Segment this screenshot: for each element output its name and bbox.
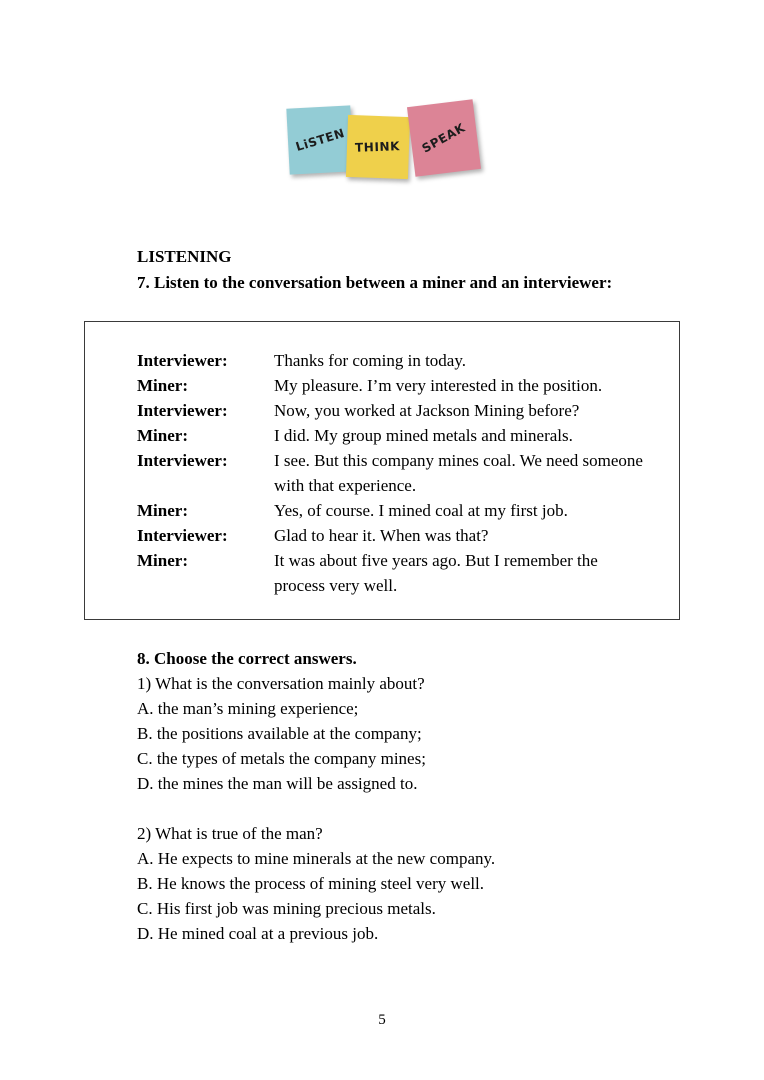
dialogue-text: Yes, of course. I mined coal at my first job.: [274, 501, 568, 520]
answer-option: A. He expects to mine minerals at the new company.: [137, 849, 496, 868]
task8-heading: 8. Choose the correct answers.: [137, 649, 357, 668]
dialogue-speaker: Miner:: [137, 551, 188, 570]
dialogue-line: [137, 398, 679, 423]
listening-section: [137, 244, 697, 296]
dialogue-box: [84, 321, 680, 620]
question-spacer: [137, 796, 697, 821]
answer-option: C. the types of metals the company mines;: [137, 749, 426, 768]
answer-option: D. He mined coal at a previous job.: [137, 924, 379, 943]
dialogue-text: I see. But this company mines coal. We need someone with that experience.: [274, 451, 643, 495]
dialogue-speaker: Miner:: [137, 426, 188, 445]
dialogue-speaker: Interviewer:: [137, 451, 228, 470]
page-number: 5: [378, 1012, 386, 1028]
sticky-note-listen-label: LiSTEN: [293, 125, 347, 155]
question-prompt: 2) What is true of the man?: [137, 824, 323, 843]
task7-instruction: 7. Listen to the conversation between a miner and an interviewer:: [137, 273, 613, 292]
dialogue-speaker: Interviewer:: [137, 351, 228, 370]
dialogue-speaker: Interviewer:: [137, 401, 228, 420]
answer-option: C. His first job was mining precious metals.: [137, 899, 436, 918]
dialogue-line: [137, 448, 679, 498]
dialogue-text: Glad to hear it. When was that?: [274, 526, 489, 545]
question-prompt: 1) What is the conversation mainly about?: [137, 674, 425, 693]
sticky-notes-image: [0, 0, 764, 200]
dialogue-line: [137, 423, 679, 448]
dialogue-text: It was about five years ago. But I remember the process very well.: [274, 551, 598, 595]
dialogue-line: [137, 498, 679, 523]
dialogue-speaker: Miner:: [137, 501, 188, 520]
dialogue-text: Now, you worked at Jackson Mining before?: [274, 401, 580, 420]
dialogue-speaker: Interviewer:: [137, 526, 228, 545]
dialogue-speaker: Miner:: [137, 376, 188, 395]
sticky-note-speak: [407, 99, 481, 177]
listening-heading: LISTENING: [137, 247, 232, 266]
dialogue-line: [137, 373, 679, 398]
answer-option: B. He knows the process of mining steel very well.: [137, 874, 485, 893]
task8-section: [137, 646, 697, 946]
answer-option: D. the mines the man will be assigned to.: [137, 774, 418, 793]
dialogue-text: I did. My group mined metals and minerals.: [274, 426, 573, 445]
dialogue-text: Thanks for coming in today.: [274, 351, 466, 370]
sticky-note-think: [346, 115, 410, 179]
sticky-note-think-label: THINK: [355, 139, 401, 155]
answer-option: B. the positions available at the company;: [137, 724, 422, 743]
dialogue-line: [137, 523, 679, 548]
dialogue-line: [137, 548, 679, 598]
dialogue-line: [137, 348, 679, 373]
answer-option: A. the man’s mining experience;: [137, 699, 359, 718]
dialogue-text: My pleasure. I’m very interested in the position.: [274, 376, 603, 395]
sticky-note-listen: [286, 105, 353, 174]
sticky-note-speak-label: SPEAK: [419, 120, 469, 156]
